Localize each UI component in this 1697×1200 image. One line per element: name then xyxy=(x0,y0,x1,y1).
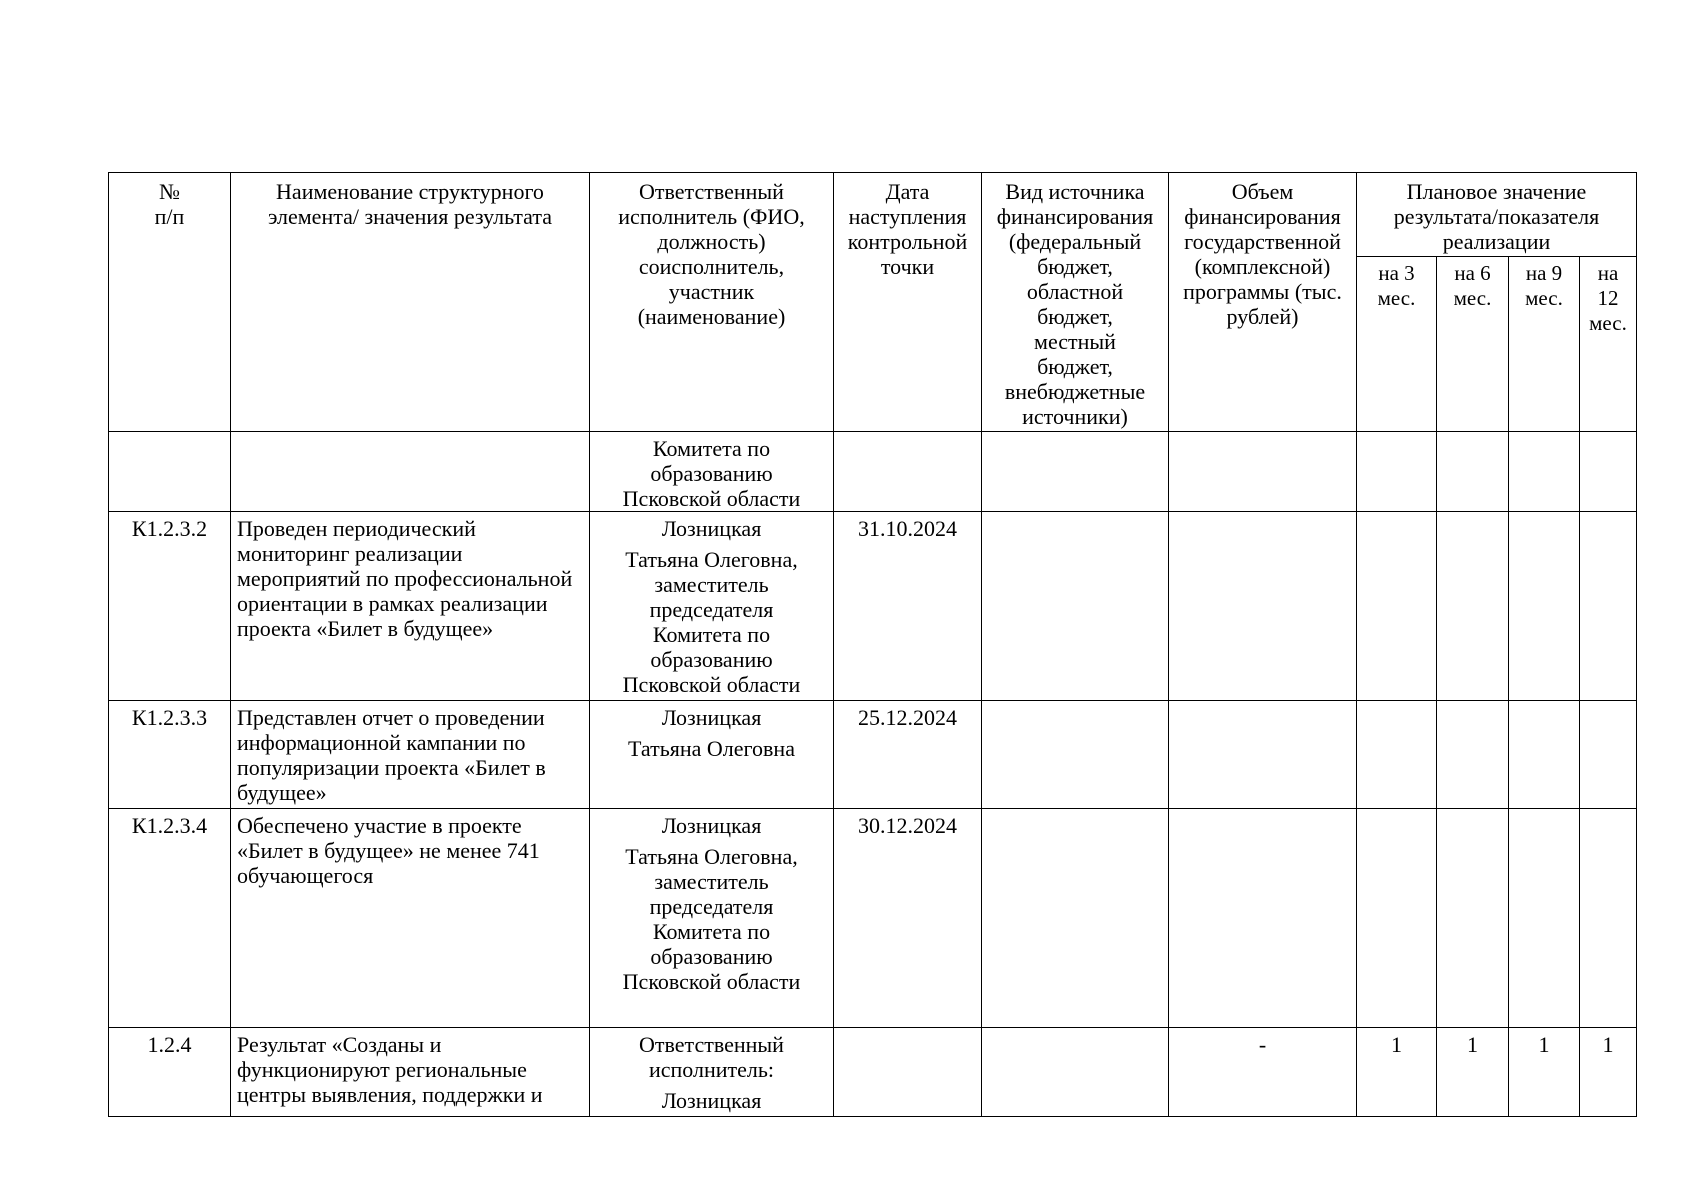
header-source-line: источники) xyxy=(1022,404,1128,429)
row-p6 xyxy=(1437,432,1509,512)
row-num: К1.2.3.2 xyxy=(109,512,231,701)
header-period-12 xyxy=(1580,257,1637,432)
row-volume: - xyxy=(1169,1028,1357,1117)
header-responsible-line: участник xyxy=(668,279,755,304)
row-p12 xyxy=(1580,432,1637,512)
table-row xyxy=(109,432,1637,512)
header-volume xyxy=(1169,173,1357,432)
table-row xyxy=(109,512,1637,701)
row-date: 25.12.2024 xyxy=(834,701,982,809)
row-p9: 1 xyxy=(1509,1028,1580,1117)
row-responsible xyxy=(590,512,834,701)
period-line: мес. xyxy=(1453,286,1492,310)
row-p12 xyxy=(1580,701,1637,809)
row-p6: 1 xyxy=(1437,1028,1509,1117)
header-responsible-line: должность) xyxy=(657,229,766,254)
row-name xyxy=(231,432,590,512)
responsible-line: образованию xyxy=(650,461,773,486)
row-volume xyxy=(1169,432,1357,512)
responsible-line: Комитета по xyxy=(652,919,771,944)
header-source-line: внебюджетные xyxy=(1004,379,1146,404)
responsible-line: образованию xyxy=(650,944,773,969)
row-name: Представлен отчет о проведении информационной кампании по популяризации проекта «Билет в будущее» xyxy=(231,701,590,809)
control-points-table xyxy=(108,172,1637,1117)
row-source xyxy=(982,1028,1169,1117)
header-volume-line: Объем xyxy=(1231,179,1294,204)
row-num xyxy=(109,432,231,512)
header-name: Наименование структурного элемента/ значения результата xyxy=(231,173,590,432)
header-responsible-line: Ответственный xyxy=(639,179,784,204)
row-p12 xyxy=(1580,512,1637,701)
period-line: на 6 xyxy=(1454,261,1491,285)
row-date xyxy=(834,432,982,512)
row-source xyxy=(982,512,1169,701)
row-p6 xyxy=(1437,512,1509,701)
responsible-line: Лозницкая xyxy=(661,516,762,541)
header-source-line: бюджет, xyxy=(1037,354,1113,379)
row-date xyxy=(834,1028,982,1117)
header-source-line: областной xyxy=(1026,279,1124,304)
header-plan-line: результата/показателя xyxy=(1393,204,1600,229)
row-p9 xyxy=(1509,512,1580,701)
row-p9 xyxy=(1509,432,1580,512)
responsible-line: Псковской области xyxy=(622,486,801,511)
row-date: 30.12.2024 xyxy=(834,809,982,1028)
row-p12 xyxy=(1580,809,1637,1028)
responsible-line: председателя xyxy=(649,597,774,622)
header-num xyxy=(109,173,231,432)
row-responsible xyxy=(590,701,834,809)
responsible-line: Татьяна Олеговна xyxy=(628,736,795,761)
row-responsible xyxy=(590,432,834,512)
responsible-line: заместитель xyxy=(654,869,769,894)
responsible-line: Лозницкая xyxy=(661,1088,762,1113)
row-volume xyxy=(1169,809,1357,1028)
header-date-line: контрольной xyxy=(847,229,968,254)
responsible-line: Татьяна Олеговна, xyxy=(625,844,798,869)
row-date: 31.10.2024 xyxy=(834,512,982,701)
row-source xyxy=(982,432,1169,512)
header-source-line: местный xyxy=(1034,329,1116,354)
row-p3 xyxy=(1357,809,1437,1028)
row-name: Результат «Созданы и функционируют региональные центры выявления, поддержки и xyxy=(231,1028,590,1117)
row-num: К1.2.3.3 xyxy=(109,701,231,809)
header-date-line: Дата xyxy=(885,179,930,204)
responsible-line: Комитета по xyxy=(652,622,771,647)
responsible-line: председателя xyxy=(649,894,774,919)
header-source-line: бюджет, xyxy=(1037,304,1113,329)
header-num-line: п/п xyxy=(154,204,185,229)
header-volume-line: рублей) xyxy=(1226,304,1299,329)
header-volume-line: программы (тыс. xyxy=(1183,279,1342,304)
row-source xyxy=(982,809,1169,1028)
header-plan xyxy=(1357,173,1637,257)
row-p6 xyxy=(1437,809,1509,1028)
header-row-main xyxy=(109,173,1637,257)
row-volume xyxy=(1169,512,1357,701)
row-num: К1.2.3.4 xyxy=(109,809,231,1028)
row-p12: 1 xyxy=(1580,1028,1637,1117)
header-source-line: Вид источника xyxy=(1005,179,1145,204)
responsible-line: образованию xyxy=(650,647,773,672)
responsible-line: Татьяна Олеговна, xyxy=(625,547,798,572)
row-p9 xyxy=(1509,701,1580,809)
header-responsible-line: соисполнитель, xyxy=(638,254,785,279)
header-period-3 xyxy=(1357,257,1437,432)
table-row xyxy=(109,809,1637,1028)
header-plan-line: Плановое значение xyxy=(1406,179,1587,204)
responsible-line: Комитета по xyxy=(652,436,771,461)
header-source-line: финансирования xyxy=(996,204,1154,229)
responsible-line: заместитель xyxy=(654,572,769,597)
period-line: на 9 xyxy=(1525,261,1563,285)
row-p3: 1 xyxy=(1357,1028,1437,1117)
responsible-line: Лозницкая xyxy=(661,705,762,730)
row-responsible xyxy=(590,809,834,1028)
row-volume xyxy=(1169,701,1357,809)
row-p6 xyxy=(1437,701,1509,809)
header-responsible xyxy=(590,173,834,432)
period-line: мес. xyxy=(1525,286,1563,310)
period-line: мес. xyxy=(1377,286,1416,310)
header-volume-line: финансирования xyxy=(1184,204,1341,229)
row-source xyxy=(982,701,1169,809)
header-source-line: бюджет, xyxy=(1037,254,1113,279)
header-responsible-line: (наименование) xyxy=(637,304,786,329)
header-num-line: № xyxy=(159,179,180,204)
header-period-6 xyxy=(1437,257,1509,432)
header-date-line: точки xyxy=(880,254,935,279)
row-p9 xyxy=(1509,809,1580,1028)
table-row xyxy=(109,701,1637,809)
header-volume-line: государственной xyxy=(1184,229,1341,254)
row-name: Проведен периодический мониторинг реализации мероприятий по профессиональной ориентации в рамках реализации проекта «Билет в будущее» xyxy=(231,512,590,701)
header-volume-line: (комплексной) xyxy=(1194,254,1331,279)
period-line: на 3 xyxy=(1378,261,1415,285)
period-line: мес. xyxy=(1589,311,1627,335)
header-source xyxy=(982,173,1169,432)
table-row xyxy=(109,1028,1637,1117)
row-responsible xyxy=(590,1028,834,1117)
header-date xyxy=(834,173,982,432)
responsible-line: Лозницкая xyxy=(661,813,762,838)
header-date-line: наступления xyxy=(848,204,967,229)
header-plan-line: реализации xyxy=(1442,229,1551,254)
responsible-line: Псковской области xyxy=(622,969,801,994)
header-responsible-line: исполнитель (ФИО, xyxy=(618,204,805,229)
row-p3 xyxy=(1357,701,1437,809)
row-p3 xyxy=(1357,512,1437,701)
period-line: на xyxy=(1597,261,1619,285)
header-period-9 xyxy=(1509,257,1580,432)
row-p3 xyxy=(1357,432,1437,512)
header-source-line: (федеральный xyxy=(1008,229,1142,254)
period-line: 12 xyxy=(1597,286,1619,310)
responsible-line: Ответственный исполнитель: xyxy=(639,1032,784,1082)
row-name: Обеспечено участие в проекте «Билет в будущее» не менее 741 обучающегося xyxy=(231,809,590,1028)
responsible-line: Псковской области xyxy=(622,672,801,697)
row-num: 1.2.4 xyxy=(109,1028,231,1117)
